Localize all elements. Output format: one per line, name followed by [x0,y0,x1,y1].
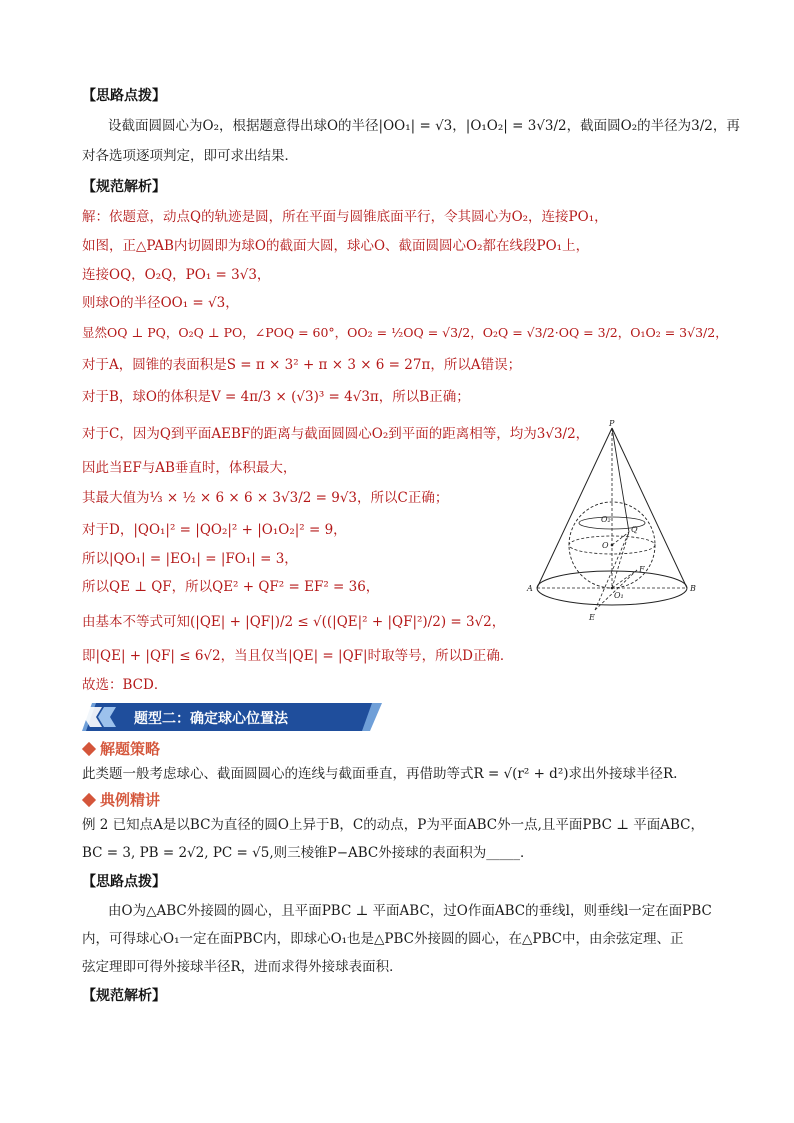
example-solution-title: 【规范解析】 [82,988,166,1004]
label-F: F [639,565,645,574]
solution-line: 如图，正△PAB内切圆即为球O的截面大圆，球心O、截面圆圆心O₂都在线段PO₁上， [82,238,590,254]
example-hint-line3: 弦定理即可得外接球半径R，进而求得外接球表面积． [82,959,403,975]
solution-line: 解：依题意，动点Q的轨迹是圆，所在平面与圆锥底面平行，令其圆心为O₂，连接PO₁， [82,209,608,225]
label-O: O [602,541,609,550]
solution-line: 对于D，|QO₁|² = |QO₂|² + |O₁O₂|² = 9， [82,522,347,538]
diamond-icon [82,793,96,807]
solution-line: 对于A，圆锥的表面积是S = π × 3² + π × 3 × 6 = 27π，所以A错误； [82,357,522,373]
solution-line: 对于B，球O的体积是V = 4π/3 × (√3)³ = 4√3π，所以B正确； [82,389,470,405]
label-P: P [609,420,615,428]
solution-line: 由基本不等式可知(|QE| + |QF|)/2 ≤ √((|QE|² + |QF|²)/2) = 3√2， [82,614,506,630]
label-O2: O₂ [601,515,611,524]
banner-title: 题型二：确定球心位置法 [134,711,288,727]
example-hint-line1: 由O为△ABC外接圆的圆心，且平面PBC ⊥ 平面ABC，过O作面ABC的垂线l，则垂线l一定在面PBC [108,903,712,919]
label-O1: O₁ [614,591,624,600]
example-line1: 例 2 已知点A是以BC为直径的圆O上异于B，C的动点，P为平面ABC外一点,且平面PBC ⊥ 平面ABC， [82,817,704,833]
label-A: A [527,584,533,593]
solution-line: 连接OQ，O₂Q，PO₁ = 3√3， [82,267,271,283]
solution-line: 因此当EF与AB垂直时，体积最大， [82,460,297,476]
cone-sphere-figure [525,420,700,630]
label-B: B [690,584,696,593]
solution-line: 对于C，因为Q到平面AEBF的距离与截面圆圆心O₂到平面的距离相等，均为3√3/2， [82,426,590,442]
hint-text-line2: 对各选项逐项判定，即可求出结果． [82,148,298,164]
solution-line: 显然OQ ⊥ PQ，O₂Q ⊥ PO，∠POQ = 60°，OO₂ = ½OQ = √3/2，O₂Q = √3/2·OQ = 3/2，O₁O₂ = 3√3/2， [82,325,728,340]
example-hint-line2: 内，可得球心O₁一定在面PBC内，即球心O₁也是△PBC外接圆的圆心，在△PBC中，由余弦定理、正 [82,931,684,947]
solution-line: 所以QE ⊥ QF，所以QE² + QF² = EF² = 36， [82,579,380,595]
solution-line: 所以|QO₁| = |EO₁| = |FO₁| = 3， [82,551,298,567]
section-banner [82,703,382,731]
example-hint-title: 【思路点拨】 [82,874,166,890]
solution-title: 【规范解析】 [82,179,166,195]
example-line2: BC = 3, PB = 2√2, PC = √5,则三棱锥P−ABC外接球的表面积为_____． [82,845,534,861]
label-E: E [589,613,595,622]
solution-line: 其最大值为⅓ × ½ × 6 × 6 × 3√3/2 = 9√3，所以C正确； [82,490,449,506]
solution-line: 故选：BCD． [82,677,168,693]
hint-title: 【思路点拨】 [82,88,166,104]
hint-text-line1: 设截面圆圆心为O₂，根据题意得出球O的半径|OO₁| = √3，|O₁O₂| = 3√3/2，截面圆O₂的半径为3/2，再 [108,118,740,134]
diamond-icon [82,742,96,756]
solution-line: 即|QE| + |QF| ≤ 6√2，当且仅当|QE| = |QF|时取等号，所以D正确． [82,648,514,664]
strategy-heading: 解题策略 [82,738,160,759]
example-heading: 典例精讲 [82,789,160,810]
strategy-text: 此类题一般考虑球心、截面圆圆心的连线与截面垂直，再借助等式R = √(r² + d²)求出外接球半径R. [82,766,678,782]
label-Q: Q [631,525,638,534]
solution-line: 则球O的半径OO₁ = √3， [82,295,239,311]
